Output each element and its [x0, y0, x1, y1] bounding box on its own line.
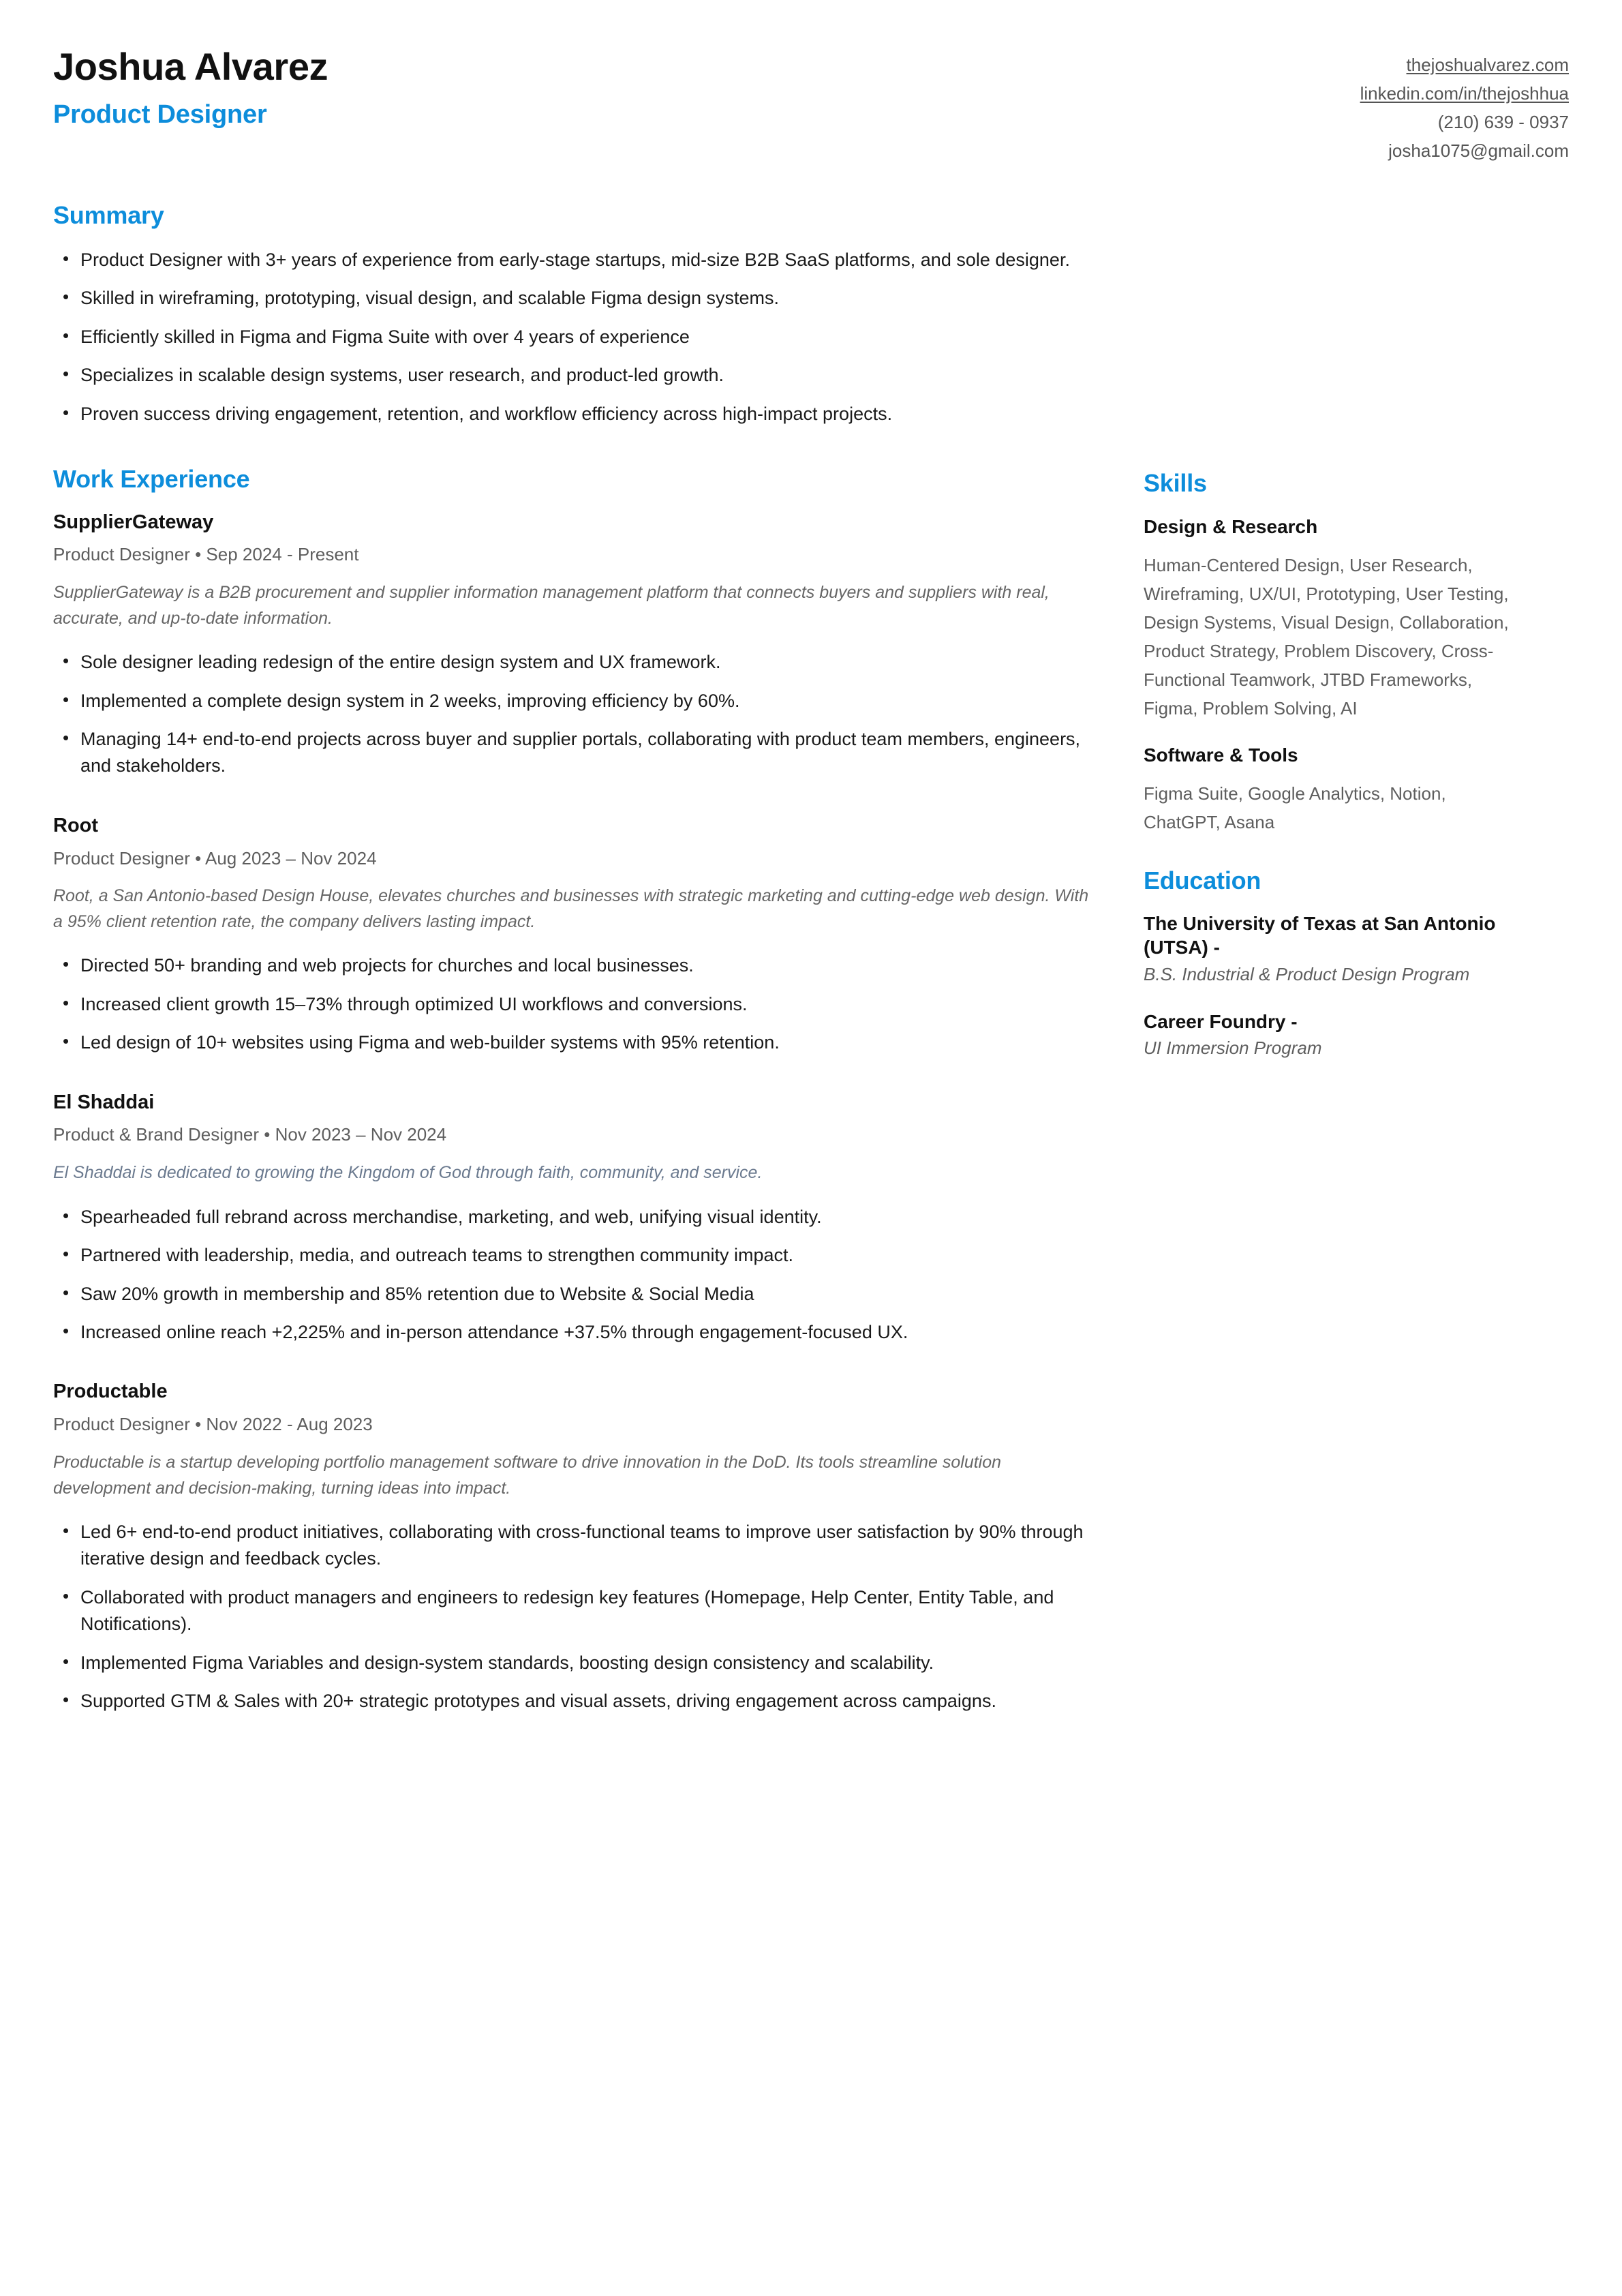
education-section: [1144, 867, 1525, 1061]
job-company-name: Productable: [53, 1380, 168, 1403]
skills-heading: Skills: [1144, 469, 1207, 498]
list-item: • Proven success driving engagement, retention, and workflow efficiency across high-impact projects.: [53, 401, 1484, 427]
contact-phone: (210) 639 - 0937: [1437, 112, 1569, 133]
job-description: El Shaddai is dedicated to growing the Kingdom of God through faith, community, and service.: [53, 1163, 763, 1183]
job-bullet-list: [53, 1519, 1096, 1715]
job-title-dates: Product Designer • Sep 2024 - Present: [53, 544, 359, 565]
list-item: • Increased client growth 15–73% through optimized UI workflows and conversions.: [53, 991, 1096, 1018]
list-item: • Implemented Figma Variables and design-system standards, boosting design consistency and scalability.: [53, 1650, 1096, 1676]
job-entry: [53, 511, 1096, 780]
job-company-name: Root: [53, 814, 99, 836]
list-item: • Increased online reach +2,225% and in-person attendance +37.5% through engagement-focused UX.: [53, 1319, 1096, 1346]
job-title-dates: Product Designer • Nov 2022 - Aug 2023: [53, 1414, 373, 1435]
body-columns: [53, 466, 1569, 1715]
education-heading: Education: [1144, 866, 1261, 894]
summary-bullet-list: [53, 247, 1484, 427]
education-program-name: UI Immersion Program: [1144, 1038, 1322, 1059]
list-item: • Led 6+ end-to-end product initiatives, collaborating with cross-functional teams to improve user satisfaction by 90% through iterative design and feedback cycles.: [53, 1519, 1096, 1573]
skills-group-title: Software & Tools: [1144, 744, 1298, 766]
summary-heading: Summary: [53, 201, 164, 230]
job-entry: [53, 1091, 1096, 1346]
list-item: • Collaborated with product managers and engineers to redesign key features (Homepage, Help Center, Entity Table, and Notifications).: [53, 1584, 1096, 1638]
sidebar-column: [1144, 466, 1525, 1091]
list-item: • Spearheaded full rebrand across merchandise, marketing, and web, unifying visual identity.: [53, 1204, 1096, 1230]
job-entry: [53, 814, 1096, 1057]
skills-group-items: Figma Suite, Google Analytics, Notion, ChatGPT, Asana: [1144, 783, 1446, 833]
list-item: • Saw 20% growth in membership and 85% retention due to Website & Social Media: [53, 1281, 1096, 1308]
education-school-name: Career Foundry -: [1144, 1011, 1298, 1033]
contact-email: josha1075@gmail.com: [1388, 140, 1569, 162]
list-item: • Specializes in scalable design systems, user research, and product-led growth.: [53, 362, 1484, 389]
work-experience-heading: Work Experience: [53, 465, 250, 494]
job-title-dates: Product & Brand Designer • Nov 2023 – Nov 2024: [53, 1124, 447, 1145]
job-description: Root, a San Antonio-based Design House, elevates churches and businesses with strategic marketing and cutting-edge web design. With a 95% client retention rate, the company delivers lasting impact.: [53, 886, 1089, 931]
job-bullet-list: [53, 952, 1096, 1056]
contact-info: [1283, 42, 1569, 165]
job-description: SupplierGateway is a B2B procurement and supplier information management platform that connects buyers and suppliers with real, accurate, and up-to-date information.: [53, 583, 1050, 628]
work-experience-column: [53, 466, 1144, 1715]
list-item: • Directed 50+ branding and web projects for churches and local businesses.: [53, 952, 1096, 979]
summary-section: [53, 202, 1484, 427]
job-bullet-list: [53, 1204, 1096, 1346]
header-role: Product Designer: [53, 100, 267, 130]
education-entry: [1144, 911, 1525, 986]
job-bullet-list: [53, 649, 1096, 780]
resume-header: [53, 42, 1569, 165]
list-item: • Skilled in wireframing, prototyping, visual design, and scalable Figma design systems.: [53, 285, 1484, 312]
job-company-name: El Shaddai: [53, 1091, 155, 1113]
skills-section: [1144, 470, 1525, 836]
job-description: Productable is a startup developing portfolio management software to drive innovation in the DoD. Its tools streamline solution development and decision-making, turning ideas into impact.: [53, 1453, 1002, 1498]
education-program-name: B.S. Industrial & Product Design Program: [1144, 963, 1470, 984]
skills-group-items: Human-Centered Design, User Research, Wireframing, UX/UI, Prototyping, User Testing, Design Systems, Visual Design, Collaboration, Product Strategy, Problem Discovery, Cross-Functional Teamwork, JTBD Frameworks, Figma, Problem Solving, AI: [1144, 554, 1509, 719]
list-item: • Product Designer with 3+ years of experience from early-stage startups, mid-size B2B SaaS platforms, and sole designer.: [53, 247, 1484, 273]
list-item: • Led design of 10+ websites using Figma and web-builder systems with 95% retention.: [53, 1029, 1096, 1056]
contact-website-link[interactable]: thejoshualvarez.com: [1406, 55, 1569, 75]
header-identity: [53, 42, 328, 130]
contact-linkedin-link[interactable]: linkedin.com/in/thejoshhua: [1360, 83, 1569, 104]
list-item: • Managing 14+ end-to-end projects across buyer and supplier portals, collaborating with product team members, engineers, and stakeholders.: [53, 726, 1096, 780]
page-title: Joshua Alvarez: [53, 45, 328, 88]
list-item: • Sole designer leading redesign of the entire design system and UX framework.: [53, 649, 1096, 676]
list-item: • Implemented a complete design system in 2 weeks, improving efficiency by 60%.: [53, 688, 1096, 714]
education-entry: [1144, 1010, 1525, 1061]
education-school-name: The University of Texas at San Antonio (UTSA) -: [1144, 913, 1496, 958]
job-title-dates: Product Designer • Aug 2023 – Nov 2024: [53, 847, 377, 868]
skills-group-title: Design & Research: [1144, 515, 1318, 537]
job-entry: [53, 1380, 1096, 1715]
list-item: • Partnered with leadership, media, and outreach teams to strengthen community impact.: [53, 1242, 1096, 1269]
list-item: • Supported GTM & Sales with 20+ strategic prototypes and visual assets, driving engagement across campaigns.: [53, 1688, 1096, 1715]
job-company-name: SupplierGateway: [53, 511, 214, 533]
list-item: • Efficiently skilled in Figma and Figma Suite with over 4 years of experience: [53, 324, 1484, 350]
